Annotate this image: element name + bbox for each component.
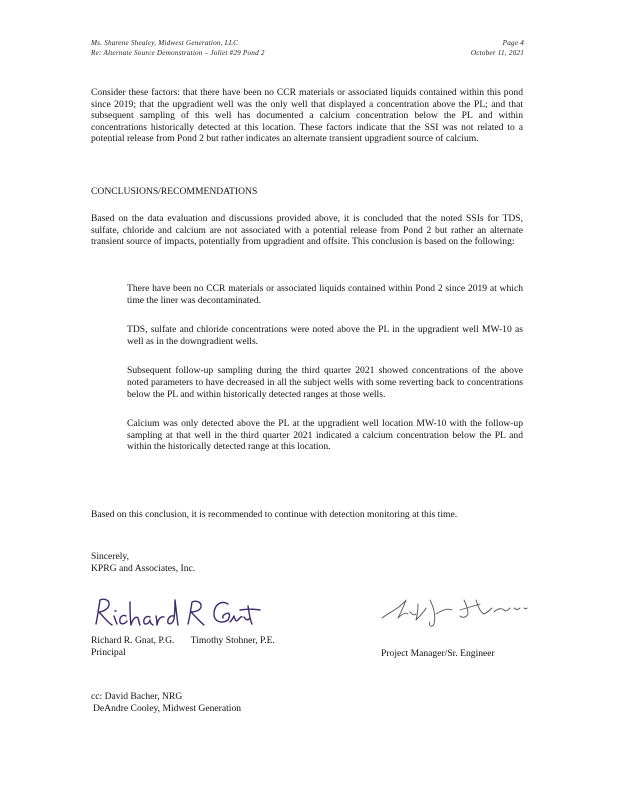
signature-ink	[382, 600, 527, 626]
signatory-names	[91, 635, 275, 660]
letter-header-right	[471, 38, 524, 58]
header-recipient: Ms. Sharene Shealey, Midwest Generation, LLC	[91, 39, 239, 47]
letter-closing	[91, 551, 195, 574]
conclusion-bullet-list	[91, 283, 523, 471]
signature-richard-gnat	[90, 594, 265, 634]
cc-line-1: cc: David Bacher, NRG	[91, 691, 183, 702]
signatory-name-2: Timothy Stohner, P.E.	[190, 635, 275, 646]
salutation: Sincerely,	[91, 551, 130, 562]
bullet-text: Subsequent follow-up sampling during the third quarter 2021 showed concentrations of the above noted parameters to have decreased in all the subject wells with some reverting back to concentrations below the PL and within historically detected ranges at those wells.	[127, 365, 523, 400]
paragraph-recommendation: Based on this conclusion, it is recommended to continue with detection monitoring at this time.	[91, 509, 458, 520]
cc-line-2: DeAndre Cooley, Midwest Generation	[93, 703, 242, 715]
signature-ink	[96, 599, 260, 625]
signature-timothy-stohner	[380, 590, 530, 630]
signatory-name-1: Richard R. Gnat, P.G.	[91, 635, 175, 646]
paragraph-conclusion-intro: Based on the data evaluation and discussions provided above, it is concluded that the noted SSIs for TDS, sulfate, chloride and calcium are not associated with a potential release from Pond 2 but rather an alternate transient source of impacts, potentially from upgradient and offsite. This conclusion is based on the following:	[91, 213, 523, 248]
bullet-text: Calcium was only detected above the PL at the upgradient well location MW-10 with the follow-up sampling at that well in the third quarter 2021 indicated a calcium concentration below the PL and within the historically detected range at this location.	[127, 418, 523, 453]
section-heading: CONCLUSIONS/RECOMMENDATIONS	[91, 186, 258, 197]
signatory-title-1: Principal	[91, 647, 126, 659]
paragraph-considerations: Consider these factors: that there have been no CCR materials or associated liquids contained within this pond since 2019; that the upgradient well was the only well that displayed a concentration above the PL; and that subsequent sampling of this well has documented a calcium concentration below the PL and within concentrations historically detected at this location. These factors indicate that the SSI was not related to a potential release from Pond 2 but rather indicates an alternate transient upgradient source of calcium.	[91, 87, 523, 145]
company-name: KPRG and Associates, Inc.	[91, 562, 196, 574]
header-subject: Re: Alternate Source Demonstration – Joliet #29 Pond 2	[91, 49, 265, 57]
signatory-title-2: Project Manager/Sr. Engineer	[381, 648, 495, 659]
list-item	[91, 283, 523, 306]
header-page-number: Page 4	[502, 39, 524, 47]
list-item	[91, 418, 523, 453]
list-item	[91, 324, 523, 347]
carbon-copy-list	[91, 691, 241, 716]
letter-header-left	[91, 38, 265, 58]
signatory-name-line	[91, 635, 275, 647]
bullet-text: There have been no CCR materials or associated liquids contained within Pond 2 since 2019 at which time the liner was decontaminated.	[127, 283, 523, 306]
bullet-text: TDS, sulfate and chloride concentrations were noted above the PL in the upgradient well MW-10 as well as in the downgradient wells.	[127, 324, 523, 347]
list-item	[91, 365, 523, 400]
header-date: October 11, 2021	[470, 49, 524, 57]
